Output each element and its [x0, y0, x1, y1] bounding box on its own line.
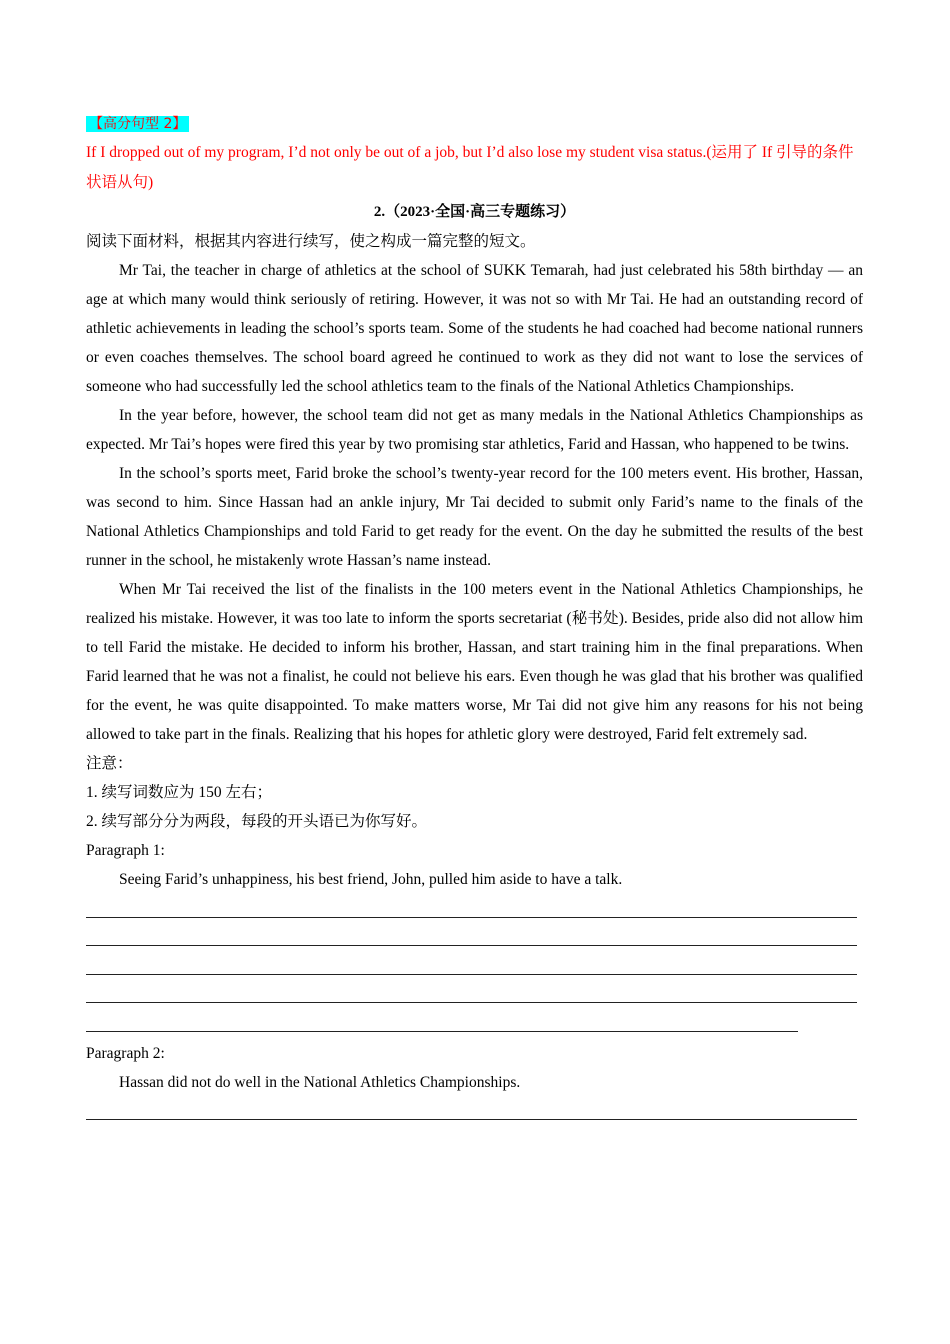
paragraph2-label: Paragraph 2:: [86, 1044, 165, 1062]
tag-line: [86, 110, 863, 138]
paragraph1-opening: Seeing Farid’s unhappiness, his best friend, John, pulled him aside to have a talk.: [119, 871, 623, 888]
paragraph2-opening: Hassan did not do well in the National Athletics Championships.: [119, 1073, 521, 1091]
paragraph1-writing-area[interactable]: [86, 896, 863, 1039]
notes-title: 注意：: [86, 755, 133, 772]
story-paragraph-2: In the year before, however, the school team did not get as many medals in the National Athletics Championships as expected. Mr Tai’s hopes were fired this year by two promising star athletics, Farid and Hassan, who happened to be twins.: [86, 407, 863, 453]
story-paragraph-4: When Mr Tai received the list of the finalists in the 100 meters event in the National Athletics Championships, he realized his mistake. However, it was too late to inform the sports secretariat (秘书处). Besides, pride also did not allow him to tell Farid the mistake. He decided to inform his brother, Hassan, and start training him in the final preparations. When Farid learned that he was not a finalist, he could not believe his ears. Even though he was glad that his brother was qualified for the event, he was quite disappointed. To make matters worse, Mr Tai did not give him any reasons for his not being allowed to take part in the finals. Realizing that his hopes for athletic glory were destroyed, Farid felt extremely sad.: [86, 581, 863, 743]
high-score-sentence: If I dropped out of my program, I’d not only be out of a job, but I’d also lose my student visa status.(运用了 If 引导的条件状语从句): [86, 144, 854, 191]
writing-line[interactable]: [86, 1099, 863, 1128]
writing-line[interactable]: [86, 1010, 863, 1039]
story-paragraph-3: In the school’s sports meet, Farid broke the school’s twenty-year record for the 100 meters event. His brother, Hassan, was second to him. Since Hassan had an ankle injury, Mr Tai decided to submit only Farid’s name to the finals of the National Athletics Championships and told Farid to get ready for the event. On the day he submitted the results of the best runner in the school, he mistakenly wrote Hassan’s name instead.: [86, 465, 863, 569]
paragraph1-label: Paragraph 1:: [86, 842, 165, 859]
paragraph2-writing-area[interactable]: [86, 1099, 863, 1128]
writing-line[interactable]: [86, 925, 863, 954]
writing-line[interactable]: [86, 953, 863, 982]
story-paragraph-1: Mr Tai, the teacher in charge of athletics at the school of SUKK Temarah, had just celebrated his 58th birthday — an age at which many would think seriously of retiring. However, it was not so with Mr Tai. He had an outstanding record of athletic achievements in leading the school’s sports team. Some of the students he had coached had become national runners or even coaches themselves. The school board agreed he continued to work as they did not want to lose the services of someone who had successfully led the school athletics team to the finals of the National Athletics Championships.: [86, 262, 863, 395]
writing-line[interactable]: [86, 896, 863, 925]
instruction: 阅读下面材料，根据其内容进行续写，使之构成一篇完整的短文。: [86, 233, 536, 250]
writing-line[interactable]: [86, 982, 863, 1011]
high-score-tag: 【高分句型 2】: [86, 116, 189, 132]
question-heading: 2.（2023·全国·高三专题练习）: [373, 204, 576, 220]
document-page: [86, 110, 863, 1127]
note-item-1: 1. 续写词数应为 150 左右；: [86, 784, 273, 801]
note-item-2: 2. 续写部分分为两段，每段的开头语已为你写好。: [86, 813, 428, 830]
